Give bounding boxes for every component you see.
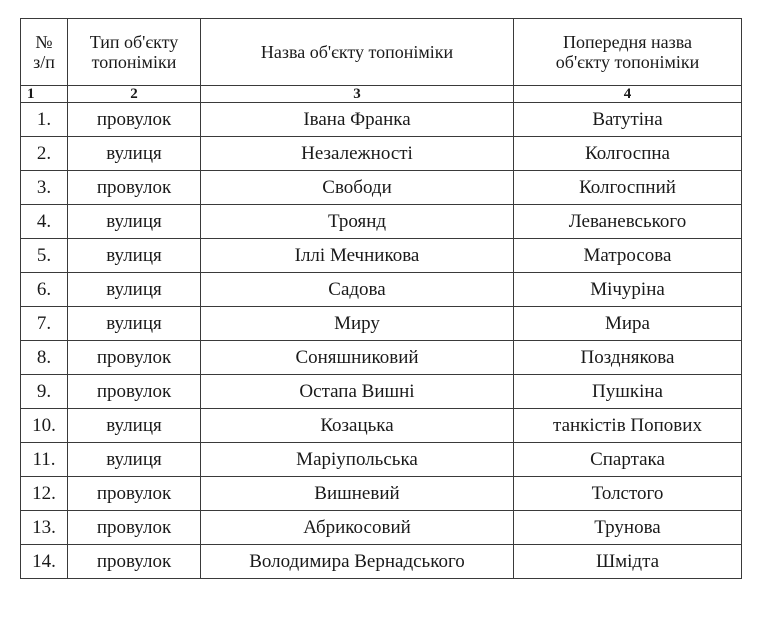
object-name-cell: Вишневий	[201, 477, 514, 511]
table-row	[21, 307, 742, 341]
table-row	[21, 205, 742, 239]
table-row	[21, 239, 742, 273]
header-previous-name-line-2: об'єкту топоніміки	[555, 52, 700, 72]
column-number: 2	[68, 86, 201, 103]
object-type-cell: провулок	[68, 341, 201, 375]
object-name-cell: Іллі Мечникова	[201, 239, 514, 273]
object-name-cell: Свободи	[201, 171, 514, 205]
previous-name-cell: Пушкіна	[514, 375, 742, 409]
table-row	[21, 341, 742, 375]
object-name-cell: Абрикосовий	[201, 511, 514, 545]
header-object-type	[68, 19, 201, 86]
header-number-line-1: №	[35, 32, 53, 52]
row-number: 13.	[21, 511, 68, 545]
table-header-row	[21, 19, 742, 86]
object-type-cell: вулиця	[68, 239, 201, 273]
row-number: 7.	[21, 307, 68, 341]
object-type-cell: вулиця	[68, 307, 201, 341]
object-type-cell: вулиця	[68, 409, 201, 443]
row-number: 12.	[21, 477, 68, 511]
previous-name-cell: танкістів Попових	[514, 409, 742, 443]
column-number: 4	[514, 86, 742, 103]
table-row	[21, 409, 742, 443]
table-body	[21, 103, 742, 579]
table-row	[21, 273, 742, 307]
row-number: 8.	[21, 341, 68, 375]
object-name-cell: Володимира Вернадського	[201, 545, 514, 579]
header-previous-name-line-1: Попередня назва	[563, 32, 692, 52]
object-type-cell: провулок	[68, 171, 201, 205]
object-name-cell: Соняшниковий	[201, 341, 514, 375]
toponymy-table	[20, 18, 742, 579]
row-number: 6.	[21, 273, 68, 307]
previous-name-cell: Колгоспна	[514, 137, 742, 171]
table-row	[21, 545, 742, 579]
object-type-cell: вулиця	[68, 273, 201, 307]
column-number: 3	[201, 86, 514, 103]
previous-name-cell: Позднякова	[514, 341, 742, 375]
header-object-type-line-1: Тип об'єкту	[89, 32, 179, 52]
object-name-cell: Незалежності	[201, 137, 514, 171]
previous-name-cell: Трунова	[514, 511, 742, 545]
column-number: 1	[21, 86, 68, 103]
table-row	[21, 103, 742, 137]
previous-name-cell: Толстого	[514, 477, 742, 511]
column-number-row	[21, 86, 742, 103]
table-row	[21, 375, 742, 409]
header-number	[21, 19, 68, 86]
header-previous-name	[514, 19, 742, 86]
row-number: 11.	[21, 443, 68, 477]
object-type-cell: вулиця	[68, 137, 201, 171]
previous-name-cell: Леваневського	[514, 205, 742, 239]
object-name-cell: Троянд	[201, 205, 514, 239]
object-type-cell: вулиця	[68, 205, 201, 239]
previous-name-cell: Мира	[514, 307, 742, 341]
row-number: 2.	[21, 137, 68, 171]
header-number-line-2: з/п	[33, 52, 55, 72]
row-number: 5.	[21, 239, 68, 273]
previous-name-cell: Мічуріна	[514, 273, 742, 307]
object-type-cell: провулок	[68, 545, 201, 579]
table-row	[21, 511, 742, 545]
object-name-cell: Садова	[201, 273, 514, 307]
object-name-cell: Маріупольська	[201, 443, 514, 477]
row-number: 1.	[21, 103, 68, 137]
previous-name-cell: Ватутіна	[514, 103, 742, 137]
previous-name-cell: Колгоспний	[514, 171, 742, 205]
row-number: 3.	[21, 171, 68, 205]
object-name-cell: Івана Франка	[201, 103, 514, 137]
object-type-cell: вулиця	[68, 443, 201, 477]
object-type-cell: провулок	[68, 375, 201, 409]
object-name-cell: Козацька	[201, 409, 514, 443]
header-object-name: Назва об'єкту топоніміки	[201, 19, 514, 86]
table-row	[21, 171, 742, 205]
row-number: 4.	[21, 205, 68, 239]
header-object-type-line-2: топоніміки	[91, 52, 177, 72]
row-number: 14.	[21, 545, 68, 579]
table-row	[21, 443, 742, 477]
row-number: 10.	[21, 409, 68, 443]
table-row	[21, 137, 742, 171]
previous-name-cell: Спартака	[514, 443, 742, 477]
table-row	[21, 477, 742, 511]
object-type-cell: провулок	[68, 511, 201, 545]
previous-name-cell: Матросова	[514, 239, 742, 273]
object-type-cell: провулок	[68, 103, 201, 137]
row-number: 9.	[21, 375, 68, 409]
object-name-cell: Остапа Вишні	[201, 375, 514, 409]
object-type-cell: провулок	[68, 477, 201, 511]
previous-name-cell: Шмідта	[514, 545, 742, 579]
object-name-cell: Миру	[201, 307, 514, 341]
